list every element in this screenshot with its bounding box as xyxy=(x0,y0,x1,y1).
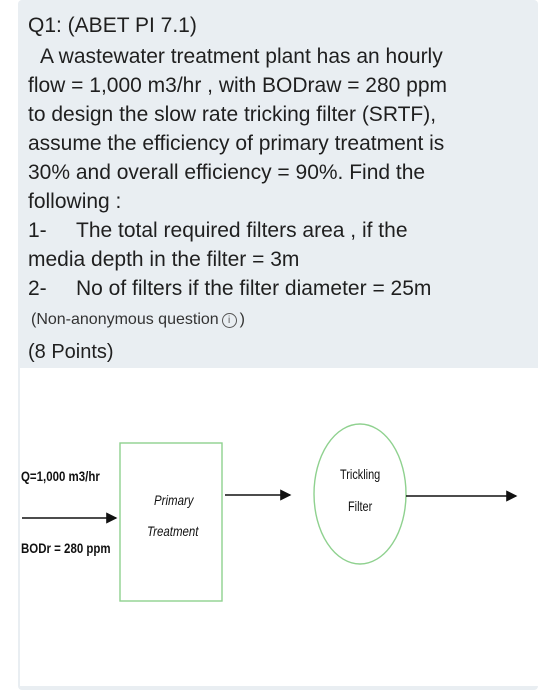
trickling-filter-circle xyxy=(314,424,406,564)
filter-label: Filter xyxy=(348,498,373,514)
item-number: 2- xyxy=(28,277,47,300)
anonymous-note xyxy=(28,309,528,331)
info-circle-icon[interactable]: i xyxy=(222,313,237,328)
question-points: (8 Points) xyxy=(28,341,114,363)
question-body-line: assume the efficiency of primary treatment is xyxy=(28,132,445,155)
item-text: The total required filters area , if the xyxy=(76,219,408,242)
question-body-line: following : xyxy=(28,190,122,213)
question-body-line: to design the slow rate tricking filter (SRTF), xyxy=(28,103,437,126)
question-block xyxy=(28,0,528,365)
trickling-label: Trickling xyxy=(340,466,381,482)
question-body-line: 30% and overall efficiency = 90%. Find the xyxy=(28,161,426,184)
item-text: No of filters if the filter diameter = 25m xyxy=(76,277,432,300)
question-title: Q1: (ABET PI 7.1) xyxy=(28,14,197,37)
question-item-2 xyxy=(28,274,528,303)
question-item-1-continued: media depth in the filter = 3m xyxy=(28,248,300,271)
anonymous-note-close: ) xyxy=(239,311,245,328)
treatment-label: Treatment xyxy=(147,523,199,539)
bod-label: BODr = 280 ppm xyxy=(21,540,111,556)
question-item-1 xyxy=(28,216,528,245)
question-body xyxy=(28,42,528,216)
question-body-line: flow = 1,000 m3/hr , with BODraw = 280 ppm xyxy=(28,74,448,97)
diagram-svg xyxy=(20,368,538,686)
primary-treatment-box xyxy=(120,443,222,601)
flow-label: Q=1,000 m3/hr xyxy=(21,468,100,484)
item-number: 1- xyxy=(28,219,47,242)
process-diagram xyxy=(20,368,538,686)
primary-label: Primary xyxy=(154,492,194,508)
anonymous-note-text: (Non-anonymous question xyxy=(31,311,219,328)
question-body-line: A wastewater treatment plant has an hourly xyxy=(40,45,443,68)
